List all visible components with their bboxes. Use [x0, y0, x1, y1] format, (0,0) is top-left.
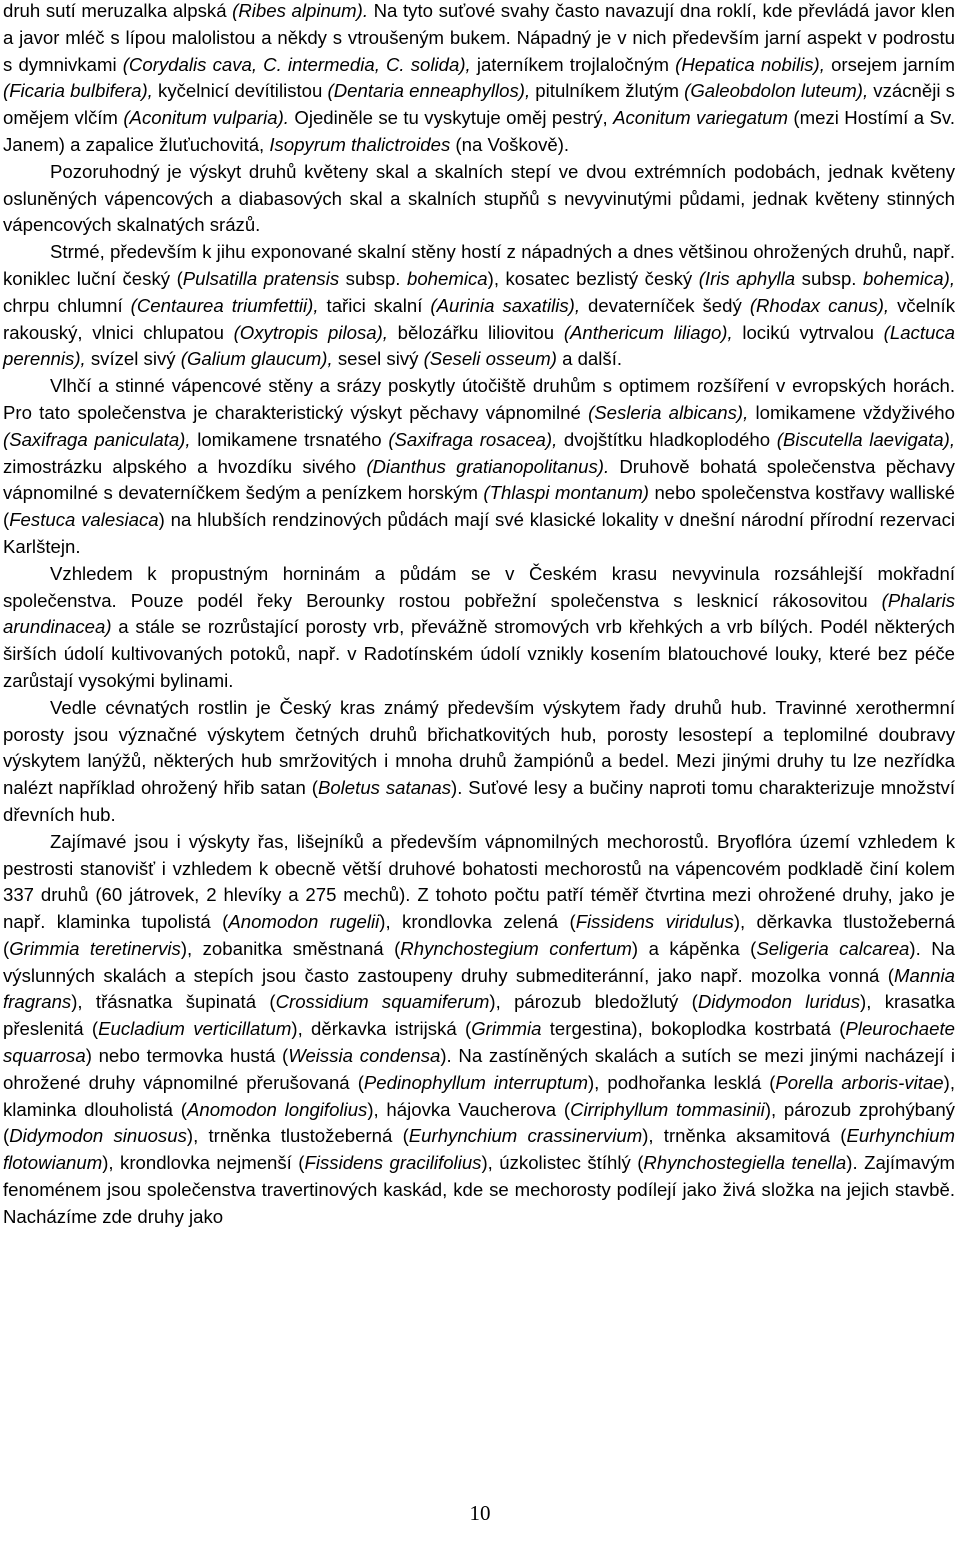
italic-term: (Thlaspi montanum) — [483, 482, 650, 504]
italic-term: Weissia condensa — [288, 1045, 441, 1067]
italic-term: (Anthericum liliago), — [563, 321, 733, 343]
text-run: ). Na zastíněných skalách a sutích se mezi jinými nacházejí i ohrožené druhy vápnomilné přerušovaná ( — [3, 1045, 955, 1093]
text-run: a další. — [556, 348, 623, 370]
italic-term: Rhynchostegiella tenella — [643, 1152, 847, 1174]
italic-term: Fissidens gracilifolius — [304, 1152, 482, 1174]
text-run: tergestina), bokoplodka kostrbatá ( — [541, 1018, 846, 1040]
text-run: a stále se rozrůstající porosty vrb, převážně stromových vrb křehkých a vrb bílých. Podél některých širších údolí kultivovaných potoků, např. v Radotínském údolí vznikly kosením blatouchové louky, které bez péče zarůstají vysokými bylinami. — [3, 616, 955, 691]
italic-term: (Corydalis cava, C. intermedia, C. solida), — [122, 53, 471, 75]
italic-term: (Rhodax canus), — [749, 294, 890, 316]
text-run: chrpu chlumní — [3, 294, 131, 316]
text-run: ) nebo termovka hustá ( — [85, 1045, 289, 1067]
italic-term: Porella arboris-vitae — [775, 1071, 944, 1093]
text-run: ), podhořanka lesklá ( — [587, 1071, 776, 1093]
text-run: ), kosatec bezlistý český — [487, 267, 699, 289]
italic-term: Eurhynchium crassinervium — [408, 1125, 643, 1147]
italic-term: Rhynchostegium confertum — [400, 937, 632, 959]
text-run: ). Na výslunných skalách a stepích jsou často zastoupeny druhy submediteránní, jako např. mozolka vonná ( — [3, 937, 955, 986]
italic-term: (Dentaria enneaphyllos), — [327, 80, 531, 102]
italic-term: Anomodon rugelii — [228, 911, 380, 933]
italic-term: (Seseli osseum) — [423, 348, 557, 370]
italic-term: Pulsatilla pratensis — [182, 267, 340, 289]
italic-term: Mannia fragrans — [3, 964, 955, 1013]
italic-term: (Ficaria bulbifera), — [3, 80, 153, 102]
italic-term: (Iris aphylla — [698, 267, 796, 289]
text-run: pitulníkem žlutým — [530, 80, 685, 102]
italic-term: (Galeobdolon luteum), — [684, 80, 869, 102]
italic-term: (Centaurea triumfettii), — [130, 294, 319, 316]
text-run: sesel sivý — [332, 348, 424, 370]
paragraph — [3, 695, 955, 829]
italic-term: Pedinophyllum interruptum — [363, 1071, 588, 1093]
italic-term: (Hepatica nobilis), — [675, 53, 825, 75]
italic-term: Eurhynchium flotowianum — [3, 1125, 956, 1174]
text-run: ). Zajímavým fenoménem jsou společenstva travertinových kaskád, kde se mechorosty podílejí jako živá složka na jejich stavbě. Nacházíme zde druhy jako — [3, 1152, 956, 1227]
text-run: včelník rakouský, vlnici chlupatou — [3, 294, 955, 343]
text-run: lomikamene vždyživého — [748, 401, 955, 423]
text-run: vzácněji s omějem vlčím — [3, 80, 955, 129]
text-run: Zajímavé jsou i výskyty řas, lišejníků a především vápnomilných mechorostů. Bryoflóra území vzhledem k pestrosti stanovišť i vzhledem k obecně větší druhové bohatosti mechorostů na vápencovém podkladě činí kolem 337 druhů (60 játrovek, 2 hlevíky a 275 mechů). Z tohoto počtu patří téměř čtvrtina mezi ohrožené druhy, jako je např. klaminka tupolistá ( — [3, 830, 955, 933]
text-run: ), zobanitka směstnaná ( — [180, 937, 401, 959]
paragraph — [3, 0, 955, 159]
italic-term: (Phalaris arundinacea) — [3, 589, 955, 638]
text-run: tařici skalní — [318, 294, 431, 316]
text-run: ), pározub bledožlutý ( — [489, 991, 698, 1013]
text-run: ) a kápěnka ( — [631, 937, 757, 959]
text-run: (na Voškově). — [450, 133, 570, 155]
italic-term: Aconitum variegatum — [613, 107, 789, 129]
text-run: ), krondlovka zelená ( — [379, 911, 576, 933]
text-run: Druhově bohatá společenstva pěchavy vápnomilné s devaterníčkem šedým a penízkem horským — [3, 455, 955, 504]
italic-term: Seligeria calcarea — [756, 937, 910, 959]
text-run: devaterníček šedý — [580, 294, 750, 316]
text-run: Vedle cévnatých rostlin je Český kras známý především výskytem řady druhů hub. Travinné xerothermní porosty jsou význačné výskytem četných druhů břichatkovitých hub, porosty lesostepí a teplomilné doubravy výskytem lanýžů, některých hub smržovitých i mnoha druhů žampiónů a bedel. Mezi jinými druhy tu lze nezřídka nalézt například ohrožený hřib satan ( — [3, 696, 955, 799]
italic-term: (Saxifraga rosacea), — [388, 428, 558, 450]
paragraph — [3, 561, 955, 695]
paragraph — [3, 159, 955, 239]
italic-term: (Aconitum vulparia). — [123, 107, 289, 129]
italic-term: Didymodon sinuosus — [9, 1125, 187, 1147]
text-run: bělozářku liliovitou — [387, 321, 564, 343]
text-run: ), klaminka dlouholistá ( — [3, 1071, 955, 1120]
text-run: ), hájovka Vaucherova ( — [367, 1098, 571, 1120]
document-page — [3, 0, 955, 1231]
italic-term: Grimmia teretinervis — [9, 937, 181, 959]
italic-term: (Aurinia saxatilis), — [430, 294, 580, 316]
italic-term: (Sesleria albicans), — [588, 401, 749, 423]
italic-term: Crossidium squamiferum — [275, 991, 490, 1013]
text-run: ) na hlubších rendzinových půdách mají své klasické lokality v dnešní národní přírodní rezervaci Karlštejn. — [3, 509, 955, 557]
text-run: ), trněnka tlustožeberná ( — [186, 1125, 409, 1147]
italic-term: Isopyrum thalictroides — [269, 133, 451, 155]
italic-term: bohemica — [407, 267, 488, 289]
text-run: ), trněnka aksamitová ( — [642, 1125, 847, 1147]
italic-term: (Biscutella laevigata), — [776, 428, 955, 450]
italic-term: (Lactuca perennis), — [3, 321, 955, 370]
text-run: Strmé, především k jihu exponované skalní stěny hostí z nápadných a dnes většinou ohrožených druhů, např. koniklec luční český ( — [3, 241, 955, 289]
text-run: subsp. — [339, 267, 407, 289]
text-run: ), úzkolistec štíhlý ( — [481, 1152, 644, 1174]
text-run: lomikamene trsnatého — [190, 428, 389, 450]
italic-term: (Dianthus gratianopolitanus). — [366, 455, 610, 477]
text-run: zimostrázku alpského a hvozdíku sivého — [3, 455, 367, 477]
italic-term: bohemica), — [863, 267, 955, 289]
paragraph — [3, 239, 955, 373]
text-run: Pozoruhodný je výskyt druhů květeny skal a skalních stepí ve dvou extrémních podobách, jednak květeny osluněných vápencových a diabasových skal a skalních stupňů s nevyvinutými půdami, jednak květeny stinných vápencových skalnatých srázů. — [3, 160, 955, 236]
text-run: ), krondlovka nejmenší ( — [102, 1152, 305, 1174]
text-run: ), děrkavka tlustožeberná ( — [3, 911, 956, 959]
text-run: ). Suťové lesy a bučiny naproti tomu charakterizuje množství dřevních hub. — [3, 777, 955, 825]
text-run: ), krasatka přeslenitá ( — [3, 991, 956, 1040]
italic-term: Boletus satanas — [317, 777, 452, 799]
text-run: svízel sivý — [85, 348, 181, 370]
italic-term: Didymodon luridus — [697, 991, 861, 1013]
italic-term: Eucladium verticillatum — [98, 1018, 292, 1040]
text-run: (mezi Hostímí a Sv. Janem) a zapalice žluťuchovitá, — [3, 107, 955, 155]
text-run: orsejem jarním — [824, 53, 955, 75]
italic-term: (Ribes alpinum). — [232, 0, 368, 21]
text-run: subsp. — [795, 267, 863, 289]
italic-term: Anomodon longifolius — [186, 1098, 368, 1120]
italic-term: (Galium glaucum), — [180, 348, 333, 370]
italic-term: (Saxifraga paniculata), — [3, 428, 191, 450]
italic-term: Pleurochaete squarrosa — [3, 1018, 955, 1067]
italic-term: Fissidens viridulus — [575, 911, 734, 933]
page-number: 10 — [469, 1501, 491, 1525]
text-run: Vzhledem k propustným horninám a půdám se v Českém krasu nevyvinula rozsáhlejší mokřadní společenstva. Pouze podél řeky Berounky rostou pobřežní společenstva s lesknicí rákosovitou — [3, 562, 955, 611]
text-run: dvojštítku hladkoplodého — [557, 428, 777, 450]
italic-term: (Oxytropis pilosa), — [233, 321, 388, 343]
text-run: ), pározub zprohýbaný ( — [3, 1098, 955, 1147]
paragraph — [3, 373, 955, 561]
text-run: Ojediněle se tu vyskytuje oměj pestrý, — [288, 107, 614, 129]
italic-term: Grimmia — [471, 1018, 542, 1040]
text-run: kyčelnicí devítilistou — [152, 80, 328, 102]
text-run: ), třásnatka šupinatá ( — [71, 991, 276, 1013]
paragraph — [3, 829, 955, 1231]
text-run: locikú vytrvalou — [732, 321, 884, 343]
text-run: Vlhčí a stinné vápencové stěny a srázy poskytly útočiště druhům s optimem rozšíření v evropských horách. Pro tato společenstva je charakteristický výskyt pěchavy vápnomilné — [3, 375, 955, 423]
text-run: Na tyto suťové svahy často navazují dna roklí, kde převládá javor klen a javor mléč s lípou malolistou a někdy s vtroušeným bukem. Nápadný je v nich především jarní aspekt v podrostu s dymnivkami — [3, 0, 955, 75]
text-run: nebo společenstva kostřavy walliské ( — [3, 482, 955, 531]
italic-term: Cirriphyllum tommasinii — [570, 1098, 765, 1120]
text-run: druh sutí meruzalka alpská — [3, 0, 233, 21]
text-run: jaterníkem trojlaločným — [470, 53, 676, 75]
text-run: ), děrkavka istrijská ( — [291, 1018, 472, 1040]
italic-term: Festuca valesiaca — [9, 509, 159, 531]
